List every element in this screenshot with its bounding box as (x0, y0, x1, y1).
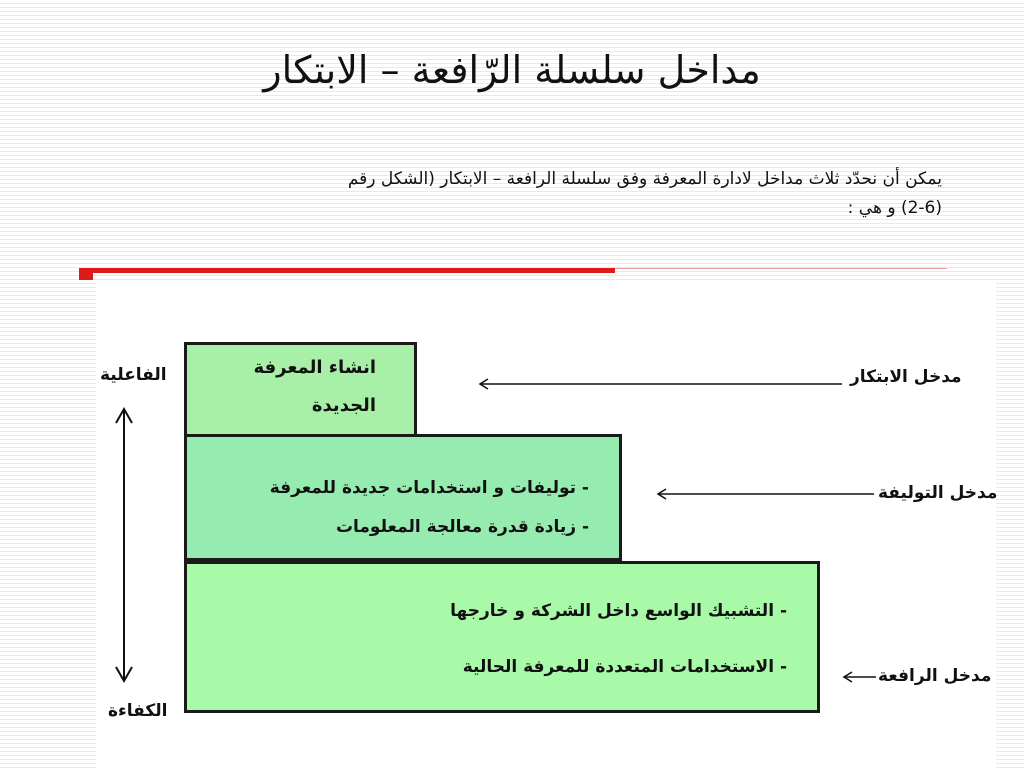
leverage-box (184, 561, 820, 713)
leverage-innovation-diagram (96, 281, 996, 768)
efficiency-label: الكفاءة (108, 701, 168, 721)
combination-line-2: - زيادة قدرة معالجة المعلومات (335, 517, 589, 537)
combination-line-1: - توليفات و استخدامات جديدة للمعرفة (269, 478, 589, 498)
effectiveness-label: الفاعلية (100, 365, 167, 385)
innovation-line-1: انشاء المعرفة (253, 357, 376, 378)
innovation-entry-label: مدخل الابتكار (850, 367, 962, 387)
intro-line-1: يمكن أن نحدّد ثلاث مداخل لادارة المعرفة وفق سلسلة الرافعة – الابتكار (الشكل رقم (347, 169, 942, 189)
slide-title: مداخل سلسلة الرّافعة – الابتكار (263, 48, 761, 92)
red-square-marker (79, 268, 93, 280)
combination-entry-label: مدخل التوليفة (878, 483, 998, 503)
intro-paragraph (160, 165, 942, 223)
thin-divider (615, 268, 947, 269)
leverage-line-1: - التشبيك الواسع داخل الشركة و خارجها (450, 601, 787, 621)
leverage-entry-label: مدخل الرافعة (878, 666, 992, 686)
leverage-line-2: - الاستخدامات المتعددة للمعرفة الحالية (462, 657, 787, 677)
red-divider (79, 268, 615, 273)
innovation-line-2: الجديدة (311, 395, 376, 416)
innovation-box (184, 342, 417, 437)
combination-box (184, 434, 622, 561)
intro-line-2: (2-6) و هي : (847, 198, 942, 218)
